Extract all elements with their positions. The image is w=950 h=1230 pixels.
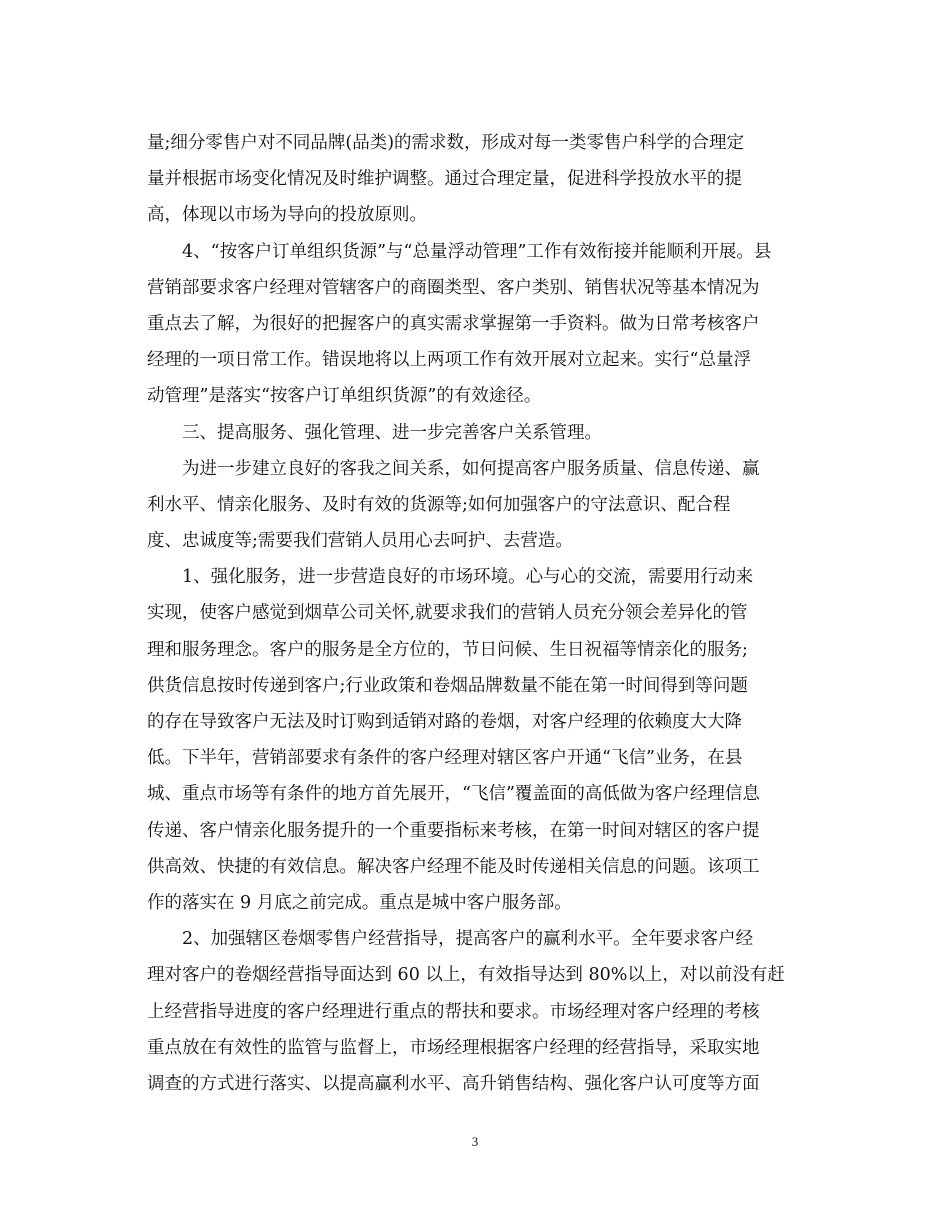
text-line: 作的落实在 9 月底之前完成。重点是城中客户服务部。	[147, 892, 572, 913]
text-line: 1、强化服务，进一步营造良好的市场环境。心与心的交流，需要用行动来	[182, 567, 754, 588]
page-number: 3	[471, 1134, 479, 1149]
paragraph-item-1	[147, 559, 807, 921]
text-line: 度、忠诚度等;需要我们营销人员用心去呵护、去营造。	[147, 531, 573, 552]
text-line: 量;细分零售户对不同品牌(品类)的需求数，形成对每一类零售户科学的合理定	[147, 133, 745, 153]
text-line: 供货信息按时传递到客户;行业政策和卷烟品牌数量不能在第一时间得到等问题	[147, 675, 748, 696]
text-line: 营销部要求客户经理对管辖客户的商圈类型、客户类别、销售状况等基本情况为	[147, 277, 760, 298]
paragraph-item-2	[147, 921, 807, 1102]
text-line: 低。下半年，营销部要求有条件的客户经理对辖区客户开通“飞信”业务，在县	[147, 748, 743, 769]
paragraph-intro	[147, 451, 807, 560]
text-line: 传递、客户情亲化服务提升的一个重要指标来考核，在第一时间对辖区的客户提	[147, 820, 760, 841]
text-line: 三、提高服务、强化管理、进一步完善客户关系管理。	[182, 422, 602, 443]
text-line: 经理的一项日常工作。错误地将以上两项工作有效开展对立起来。实行“总量浮	[147, 350, 751, 371]
text-line: 量并根据市场变化情况及时维护调整。通过合理定量，促进科学投放水平的提	[147, 169, 742, 190]
text-line: 理对客户的卷烟经营指导面达到 60 以上，有效指导达到 80%以上，对以前没有赶	[147, 965, 785, 986]
text-line: 高，体现以市场为导向的投放原则。	[147, 205, 427, 226]
paragraph-continuation	[147, 125, 807, 234]
text-line: 实现，使客户感觉到烟草公司关怀,就要求我们的营销人员充分领会差异化的管	[147, 603, 748, 624]
text-line: 重点放在有效性的监管与监督上，市场经理根据客户经理的经营指导，采取实地	[147, 1037, 760, 1058]
document-body	[147, 125, 807, 1102]
text-line: 调查的方式进行落实、以提高赢利水平、高升销售结构、强化客户认可度等方面	[147, 1073, 760, 1094]
text-line: 的存在导致客户无法及时订购到适销对路的卷烟，对客户经理的依赖度大大降	[147, 712, 742, 732]
text-line: 动管理”是落实“按客户订单组织货源”的有效途径。	[147, 386, 542, 407]
text-line: 供高效、快捷的有效信息。解决客户经理不能及时传递相关信息的问题。该项工	[147, 856, 760, 877]
text-line: 理和服务理念。客户的服务是全方位的，节日问候、生日祝福等情亲化的服务;	[147, 639, 748, 660]
text-line: 为进一步建立良好的客我之间关系，如何提高客户服务质量、信息传递、赢	[182, 458, 760, 479]
text-line: 利水平、情亲化服务、及时有效的货源等;如何加强客户的守法意识、配合程	[147, 494, 731, 515]
paragraph-item-4	[147, 234, 807, 415]
text-line: 2、加强辖区卷烟零售户经营指导，提高客户的赢利水平。全年要求客户经	[182, 929, 754, 950]
text-line: 重点去了解，为很好的把握客户的真实需求掌握第一手资料。做为日常考核客户	[147, 313, 760, 334]
text-line: 城、重点市场等有条件的地方首先展开，“飞信”覆盖面的高低做为客户经理信息	[147, 784, 760, 805]
section-heading-3	[147, 415, 807, 451]
text-line: 4、“按客户订单组织货源”与“总量浮动管理”工作有效衔接并能顺利开展。县	[182, 241, 772, 262]
text-line: 上经营指导进度的客户经理进行重点的帮扶和要求。市场经理对客户经理的考核	[147, 1001, 760, 1022]
